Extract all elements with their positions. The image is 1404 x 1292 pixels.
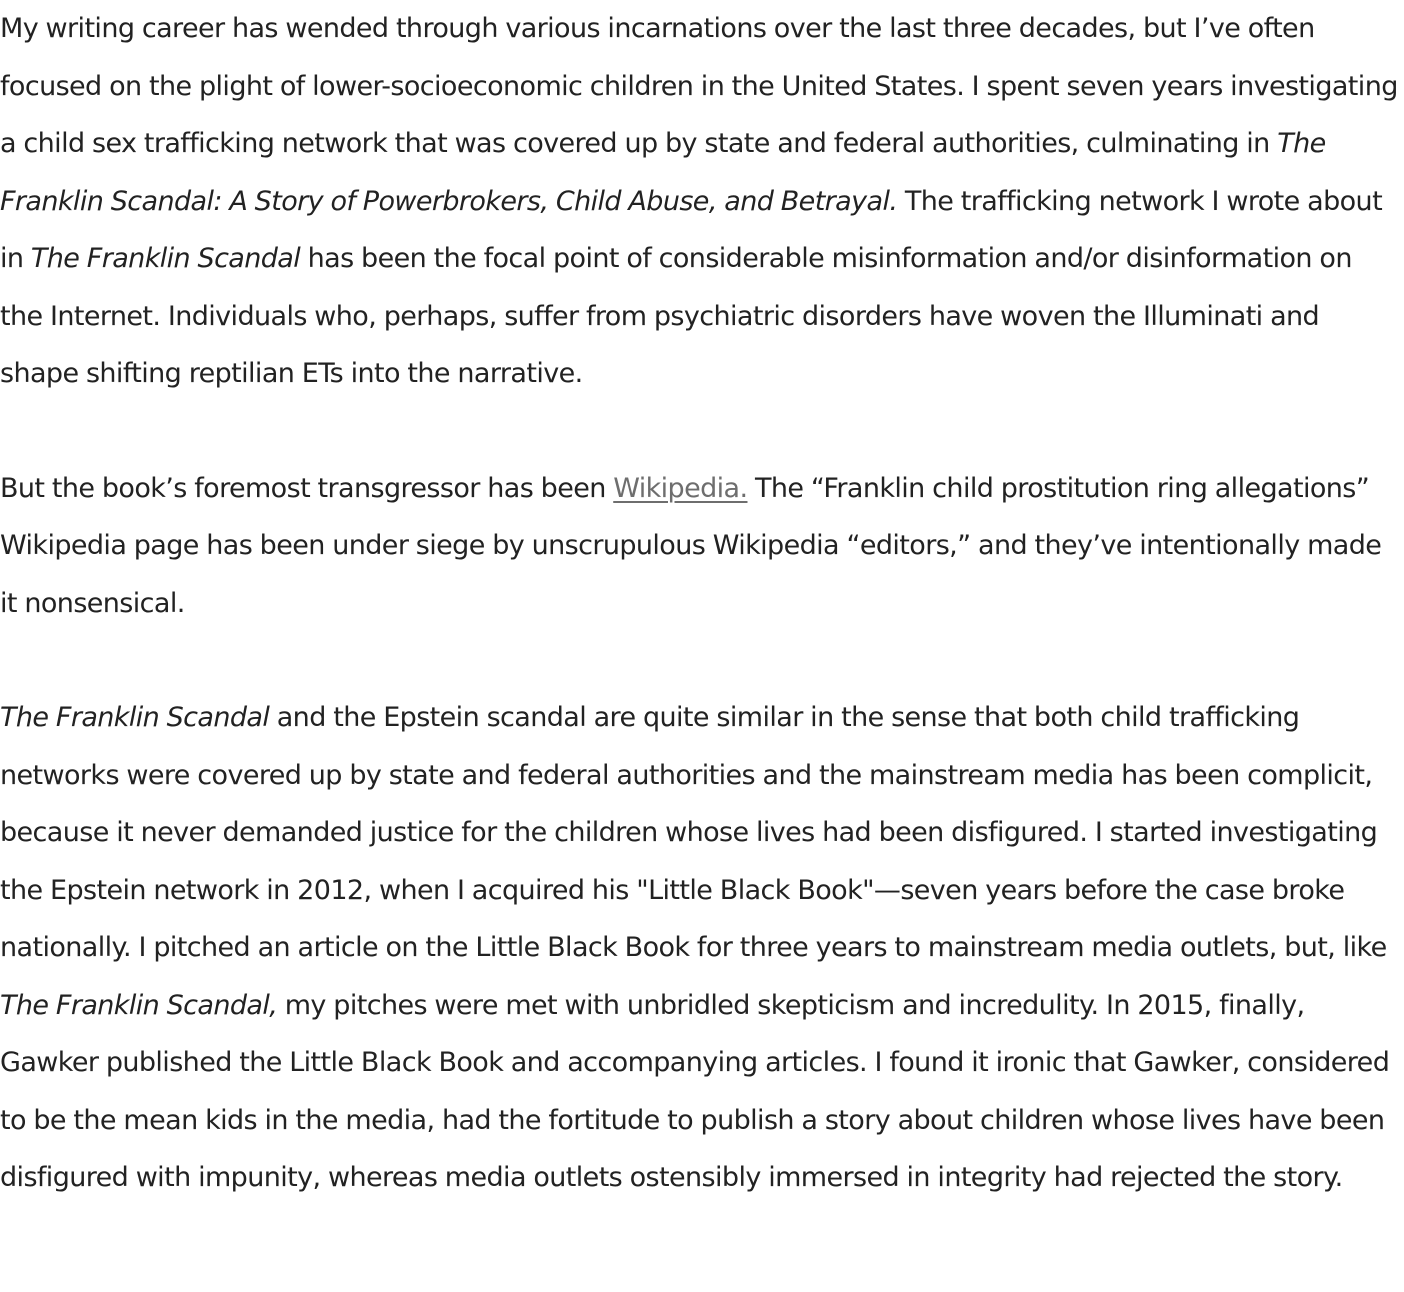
book-title-italic: The Franklin Scandal,	[0, 989, 278, 1021]
paragraph-writing-career	[0, 0, 1400, 403]
paragraph-text: has been the focal point of considerable misinformation and/or disinformation on the Internet. Individuals who, perhaps, suffer from psychiatric disorders have woven the Illuminati and shape shifting reptilian ETs into the narrative.	[0, 243, 1352, 389]
paragraph-wikipedia	[0, 460, 1400, 633]
paragraph-text: My writing career has wended through various incarnations over the last three decades, but I’ve often focused on the plight of lower-socioeconomic children in the United States. I spent seven years investigating a child sex trafficking network that was covered up by state and federal authorities, culminating in	[0, 13, 1398, 159]
wikipedia-link[interactable]: Wikipedia.	[613, 472, 748, 504]
paragraph-text: But the book’s foremost transgressor has been	[0, 472, 614, 504]
book-title-italic: The Franklin Scandal: A Story of Powerbrokers, Child Abuse, and Betrayal.	[0, 128, 1326, 217]
book-title-italic: The Franklin Scandal	[30, 243, 301, 274]
paragraph-text: The “Franklin child prostitution ring allegations” Wikipedia page has been under siege by unscrupulous Wikipedia “editors,” and they’ve intentionally made it nonsensical.	[0, 472, 1382, 619]
book-title-italic: The Franklin Scandal	[0, 702, 270, 733]
paragraph-text: and the Epstein scandal are quite similar in the sense that both child trafficking networks were covered up by state and federal authorities and the mainstream media has been complicit, because it never demanded justice for the children whose lives had been disfigured. I started investigating the Epstein network in 2012, when I acquired his "Little Black Book"—seven years before the case broke nationally. I pitched an article on the Little Black Book for three years to mainstream media outlets, but, like	[0, 702, 1387, 963]
paragraph-text: my pitches were met with unbridled skepticism and incredulity. In 2015, finally, Gawker published the Little Black Book and accompanying articles. I found it ironic that Gawker, considered to be the mean kids in the media, had the fortitude to publish a story about children whose lives have been disfigured with impunity, whereas media outlets ostensibly immersed in integrity had rejected the story.	[0, 989, 1390, 1193]
paragraph-text: The trafficking network I wrote about in	[0, 185, 1383, 274]
paragraph-epstein	[0, 689, 1400, 1207]
